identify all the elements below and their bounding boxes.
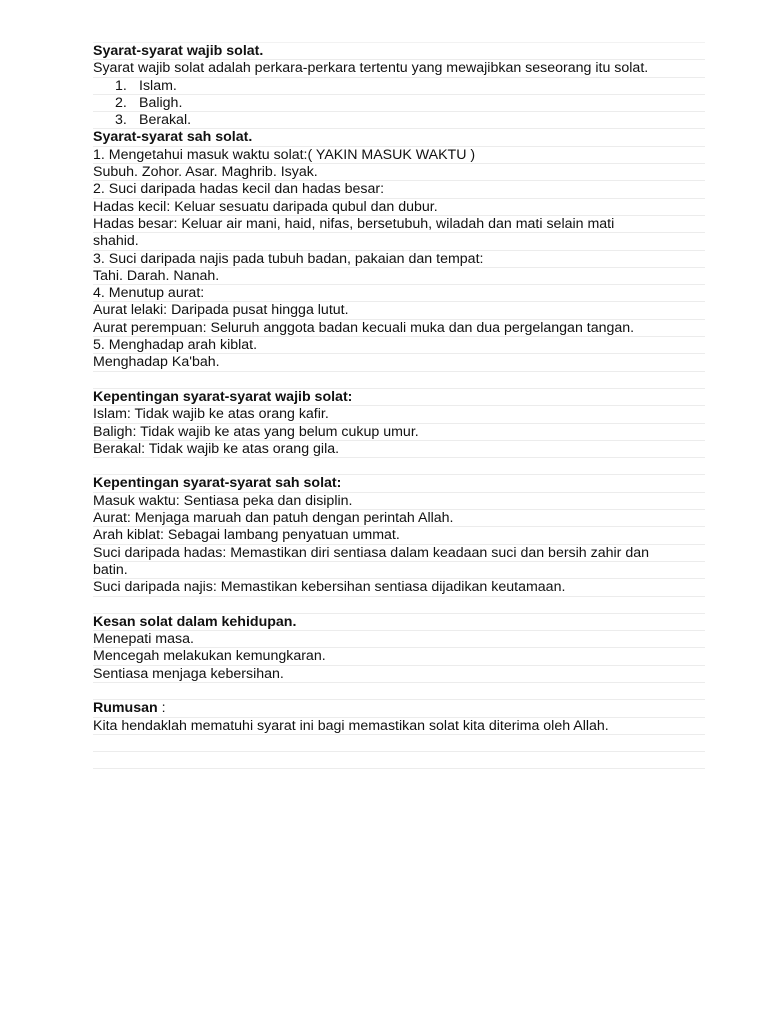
section-heading-kepentingan-sah: Kepentingan syarat-syarat sah solat: bbox=[93, 474, 705, 491]
text-line: 2. Suci daripada hadas kecil dan hadas besar: bbox=[93, 180, 705, 197]
text-line: Berakal: Tidak wajib ke atas orang gila. bbox=[93, 440, 705, 457]
heading-suffix: : bbox=[157, 700, 166, 717]
list-text: Islam. bbox=[139, 77, 177, 94]
section-intro-wajib: Syarat wajib solat adalah perkara-perkara tertentu yang mewajibkan seseorang itu solat. bbox=[93, 59, 705, 76]
section-heading-wajib: Syarat-syarat wajib solat. bbox=[93, 42, 705, 59]
list-number: 1. bbox=[115, 77, 127, 94]
list-item bbox=[93, 77, 705, 94]
blank-line bbox=[93, 751, 705, 768]
text-line: Kita hendaklah mematuhi syarat ini bagi memastikan solat kita diterima oleh Allah. bbox=[93, 717, 705, 734]
blank-line bbox=[93, 734, 705, 751]
text-line: Baligh: Tidak wajib ke atas yang belum cukup umur. bbox=[93, 423, 705, 440]
section-heading-sah: Syarat-syarat sah solat. bbox=[93, 128, 705, 145]
list-number: 3. bbox=[115, 112, 127, 129]
divider bbox=[93, 768, 705, 785]
text-line: Suci daripada najis: Memastikan kebersihan sentiasa dijadikan keutamaan. bbox=[93, 578, 705, 595]
text-line: Mencegah melakukan kemungkaran. bbox=[93, 647, 705, 664]
section-heading-kesan: Kesan solat dalam kehidupan. bbox=[93, 613, 705, 630]
list-text: Berakal. bbox=[139, 112, 192, 129]
list-text: Baligh. bbox=[139, 94, 183, 111]
blank-line bbox=[93, 457, 705, 474]
text-line: 3. Suci daripada najis pada tubuh badan, pakaian dan tempat: bbox=[93, 250, 705, 267]
section-heading-rumusan: Rumusan bbox=[93, 700, 158, 717]
text-line: 1. Mengetahui masuk waktu solat:( YAKIN MASUK WAKTU ) bbox=[93, 146, 705, 163]
text-line: Aurat perempuan: Seluruh anggota badan kecuali muka dan dua pergelangan tangan. bbox=[93, 319, 705, 336]
text-line: Menghadap Ka'bah. bbox=[93, 353, 705, 370]
document-page bbox=[93, 42, 705, 786]
text-line: Aurat: Menjaga maruah dan patuh dengan perintah Allah. bbox=[93, 509, 705, 526]
blank-line bbox=[93, 371, 705, 388]
section-heading-kepentingan-wajib: Kepentingan syarat-syarat wajib solat: bbox=[93, 388, 705, 405]
blank-line bbox=[93, 596, 705, 613]
list-item bbox=[93, 111, 705, 128]
blank-line bbox=[93, 682, 705, 699]
section-heading-rumusan-row bbox=[93, 699, 705, 716]
text-line: batin. bbox=[93, 561, 705, 578]
text-line: Tahi. Darah. Nanah. bbox=[93, 267, 705, 284]
text-line: Masuk waktu: Sentiasa peka dan disiplin. bbox=[93, 492, 705, 509]
text-line: Hadas besar: Keluar air mani, haid, nifas, bersetubuh, wiladah dan mati selain mati bbox=[93, 215, 705, 232]
text-line: Arah kiblat: Sebagai lambang penyatuan ummat. bbox=[93, 526, 705, 543]
list-item bbox=[93, 94, 705, 111]
text-line: Islam: Tidak wajib ke atas orang kafir. bbox=[93, 405, 705, 422]
text-line: Aurat lelaki: Daripada pusat hingga lutut. bbox=[93, 301, 705, 318]
text-line: 4. Menutup aurat: bbox=[93, 284, 705, 301]
text-line: 5. Menghadap arah kiblat. bbox=[93, 336, 705, 353]
text-line: Subuh. Zohor. Asar. Maghrib. Isyak. bbox=[93, 163, 705, 180]
text-line: Hadas kecil: Keluar sesuatu daripada qubul dan dubur. bbox=[93, 198, 705, 215]
text-line: Suci daripada hadas: Memastikan diri sentiasa dalam keadaan suci dan bersih zahir dan bbox=[93, 544, 705, 561]
text-line: shahid. bbox=[93, 232, 705, 249]
text-line: Sentiasa menjaga kebersihan. bbox=[93, 665, 705, 682]
text-line: Menepati masa. bbox=[93, 630, 705, 647]
list-number: 2. bbox=[115, 94, 127, 111]
